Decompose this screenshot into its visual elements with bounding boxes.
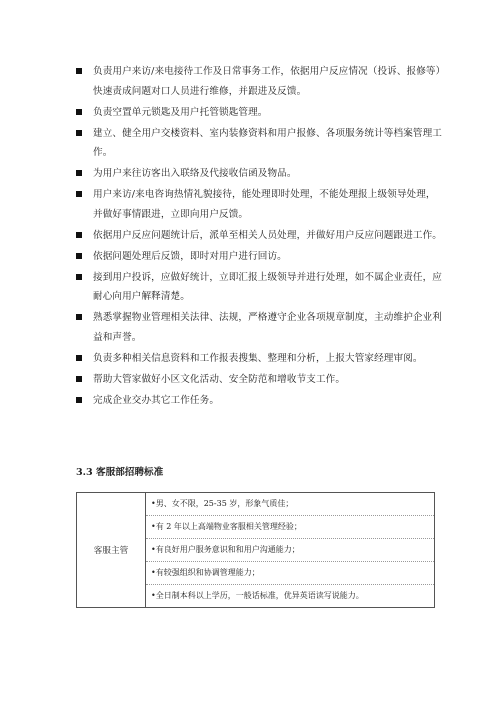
square-bullet-icon — [76, 314, 82, 320]
list-item — [76, 268, 444, 307]
list-item — [76, 247, 444, 267]
list-item — [76, 370, 444, 390]
square-bullet-icon — [76, 109, 82, 115]
requirement-line: •有 2 年以上高端物业客服相关管理经验； — [146, 516, 434, 539]
square-bullet-icon — [76, 355, 82, 361]
list-item-text: 接到用户投诉，应做好统计，立即汇报上级领导并进行处理，如不属企业责任，应耐心向用户解释清楚。 — [93, 271, 442, 302]
list-item — [76, 124, 444, 163]
list-item — [76, 62, 444, 101]
requirement-line: •有较强组织和协调管理能力； — [146, 562, 434, 585]
duty-list — [76, 62, 444, 412]
list-item-text: 完成企业交办其它工作任务。 — [93, 394, 220, 406]
list-item — [76, 349, 444, 369]
list-item-text: 负责用户来访/来电接待工作及日常事务工作，依据用户反应情况（投诉、报修等）快速责成问题对口人员进行维修，并跟进及反馈。 — [93, 66, 441, 97]
list-item-text: 帮助大管家做好小区文化活动、安全防范和增收节支工作。 — [93, 373, 346, 385]
list-item — [76, 164, 444, 184]
list-item — [76, 185, 444, 224]
square-bullet-icon — [76, 397, 82, 403]
list-item-text: 依据用户反应问题统计后，派单至相关人员处理，并做好用户反应问题跟进工作。 — [93, 229, 442, 241]
list-item-text: 负责空置单元锁匙及用户托管锁匙管理。 — [93, 106, 268, 118]
list-item-text: 为用户来往访客出入联络及代接收信函及物品。 — [93, 168, 297, 179]
square-bullet-icon — [76, 130, 82, 136]
list-item — [76, 103, 444, 123]
requirement-line: •全日制本科以上学历，一般话标准，优异英语读写说能力。 — [151, 591, 364, 600]
square-bullet-icon — [76, 253, 82, 259]
role-cell: 客服主管 — [77, 493, 146, 608]
list-item — [76, 391, 444, 411]
list-item — [76, 308, 444, 347]
list-item — [76, 226, 444, 246]
square-bullet-icon — [76, 191, 82, 197]
list-item-text: 用户来访/来电咨询热情礼貌接待，能处理即时处理，不能处理报上级领导处理，并做好事情跟进，立即向用户反馈。 — [93, 189, 436, 220]
list-item-text: 熟悉掌握物业管理相关法律、法规，严格遵守企业各项规章制度，主动维护企业利益和声誉。 — [93, 312, 442, 343]
square-bullet-icon — [76, 170, 82, 176]
requirements-cell — [146, 493, 435, 608]
square-bullet-icon — [76, 68, 82, 74]
square-bullet-icon — [76, 274, 82, 280]
table-row — [77, 493, 435, 608]
list-item-text: 依据问题处理后反馈，即时对用户进行回访。 — [93, 250, 287, 262]
list-item-text: 建立、健全用户交楼资料、室内装修资料和用户报修、各项服务统计等档案管理工作。 — [93, 127, 442, 158]
square-bullet-icon — [76, 232, 82, 238]
square-bullet-icon — [76, 376, 82, 382]
list-item-text: 负责多种相关信息资料和工作报表搜集、整理和分析，上报大管家经理审阅。 — [93, 352, 423, 364]
requirement-line: •男、女不限，25-35 岁，形象气质佳； — [146, 493, 434, 516]
requirement-line: •有良好用户服务意识和和用户沟通能力； — [146, 539, 434, 562]
requirements-table — [76, 492, 435, 608]
section-heading: 3.3 客服部招聘标准 — [76, 467, 164, 478]
